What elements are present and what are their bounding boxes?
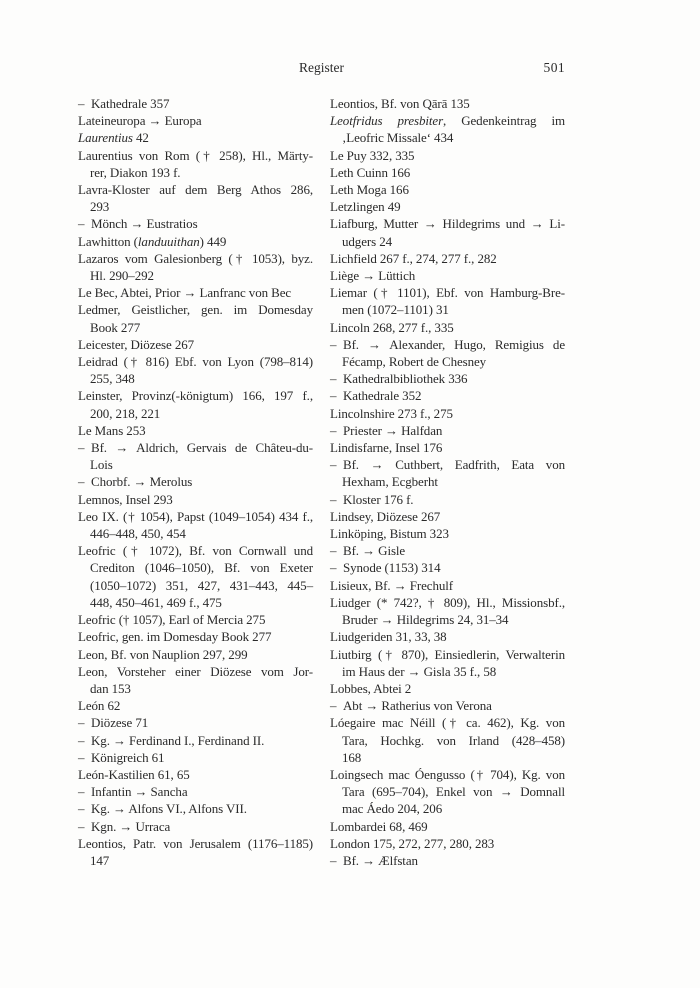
text-segment: Kathedralbibliothek 336	[343, 371, 468, 387]
entry-line	[78, 456, 313, 473]
entry-line	[78, 112, 313, 129]
text-segment: im Haus der → Gisla 35 f., 58	[342, 663, 497, 679]
text-segment: Lavra-Kloster auf dem Berg Athos 286,	[78, 182, 313, 198]
entry-line	[78, 611, 313, 628]
index-entry	[330, 95, 565, 112]
entry-line	[78, 147, 313, 164]
subentry-dash: –	[330, 560, 337, 576]
entry-line	[330, 818, 565, 835]
subentry-dash: –	[78, 732, 85, 748]
text-segment: 200, 218, 221	[90, 405, 161, 421]
index-entry	[78, 284, 313, 301]
text-segment: 168	[342, 749, 362, 765]
text-segment: Lawhitton (	[78, 233, 138, 249]
index-entry	[330, 319, 565, 336]
entry-line	[78, 559, 313, 576]
entry-line	[330, 749, 565, 766]
text-segment: Lemnos, Insel 293	[78, 491, 173, 507]
entry-line	[78, 818, 313, 835]
entry-line	[78, 732, 313, 749]
entry-line	[330, 301, 565, 318]
index-entry	[330, 577, 565, 594]
index-entry	[78, 491, 313, 508]
text-segment: Tara, Hochkg. von Irland (428–458)	[342, 732, 565, 748]
index-entry	[78, 697, 313, 714]
index-column-left	[78, 95, 313, 869]
text-segment: Bf. → Alexander, Hugo, Remigius de	[343, 336, 565, 352]
text-segment: Le Bec, Abtei, Prior → Lanfranc von Bec	[78, 285, 292, 301]
text-segment: Kg. → Alfons VI., Alfons VII.	[91, 801, 247, 817]
entry-line	[330, 732, 565, 749]
text-segment: Crediton (1046–1050), Bf. von Exeter	[90, 560, 313, 576]
text-segment: dan 153	[90, 680, 131, 696]
text-segment: Lateineuropa → Europa	[78, 113, 202, 129]
entry-line	[330, 473, 565, 490]
entry-line	[330, 112, 565, 129]
index-entry	[330, 112, 565, 146]
text-segment: Kathedrale 357	[91, 96, 170, 111]
entry-line	[78, 336, 313, 353]
subentry-dash: –	[78, 818, 85, 834]
text-segment: Leinster, Provinz(-königtum) 166, 197 f.,	[78, 388, 313, 404]
index-entry	[330, 181, 565, 198]
index-subentry	[78, 473, 313, 490]
page-header	[78, 60, 565, 78]
text-segment: Lois	[90, 457, 113, 473]
text-segment: Laurentius von Rom († 258), Hl., Märty-	[78, 147, 313, 163]
entry-line	[78, 749, 313, 766]
index-entry	[330, 525, 565, 542]
index-entry	[78, 387, 313, 421]
index-entry	[78, 353, 313, 387]
entry-line	[78, 646, 313, 663]
subentry-dash: –	[330, 543, 337, 559]
entry-line	[330, 852, 565, 869]
subentry-dash: –	[330, 698, 337, 714]
text-segment: Le Puy 332, 335	[330, 147, 415, 163]
entry-line	[78, 353, 313, 370]
text-segment: Priester → Halfdan	[343, 422, 443, 438]
index-subentry	[78, 749, 313, 766]
text-segment: Letzlingen 49	[330, 199, 401, 215]
entry-line	[330, 628, 565, 645]
entry-line	[330, 233, 565, 250]
text-segment: (1050–1072) 351, 427, 431–443, 445–	[90, 577, 313, 593]
subentry-dash: –	[330, 491, 337, 507]
text-segment: Lóegaire mac Néill († ca. 462), Kg. von	[330, 715, 565, 731]
entry-line	[78, 129, 313, 146]
text-segment: Tara (695–704), Enkel von → Domnall	[342, 784, 565, 800]
entry-line	[78, 525, 313, 542]
subentry-dash: –	[330, 422, 337, 438]
index-entry	[78, 250, 313, 284]
index-entry	[78, 129, 313, 146]
text-segment: 147	[90, 852, 110, 868]
entry-line	[330, 129, 565, 146]
entry-line	[330, 680, 565, 697]
entry-line	[330, 559, 565, 576]
text-segment: Leo IX. († 1054), Papst (1049–1054) 434 f.,	[78, 508, 313, 524]
index-entry	[78, 646, 313, 663]
text-segment: Leth Moga 166	[330, 182, 409, 198]
text-segment: Leon, Vorsteher einer Diözese vom Jor-	[78, 663, 313, 679]
subentry-dash: –	[78, 801, 85, 817]
entry-line	[78, 628, 313, 645]
entry-line	[78, 198, 313, 215]
index-entry	[330, 284, 565, 318]
index-subentry	[330, 559, 565, 576]
index-column-right	[330, 95, 565, 869]
entry-line	[330, 663, 565, 680]
index-entry	[78, 147, 313, 181]
text-segment: Leth Cuinn 166	[330, 164, 411, 180]
entry-line	[330, 336, 565, 353]
entry-line	[330, 181, 565, 198]
entry-line	[330, 542, 565, 559]
text-segment: León 62	[78, 698, 121, 714]
index-subentry	[78, 783, 313, 800]
entry-line	[78, 542, 313, 559]
index-entry	[78, 766, 313, 783]
index-subentry	[330, 387, 565, 404]
text-segment: Leidrad († 816) Ebf. von Lyon (798–814)	[78, 354, 313, 370]
entry-line	[330, 714, 565, 731]
index-subentry	[78, 215, 313, 232]
text-segment: Leontios, Bf. von Qārā 135	[330, 96, 470, 111]
entry-line	[78, 835, 313, 852]
text-segment: Lombardei 68, 469	[330, 818, 428, 834]
index-entry	[330, 594, 565, 628]
text-segment: Abt → Ratherius von Verona	[343, 698, 492, 714]
index-entry	[330, 714, 565, 766]
entry-line	[78, 473, 313, 490]
text-segment: men (1072–1101) 31	[342, 302, 449, 318]
text-segment: Leofric († 1057), Earl of Mercia 275	[78, 612, 266, 628]
text-segment: Kgn. → Urraca	[91, 818, 171, 834]
text-segment: Leofric († 1072), Bf. von Cornwall und	[78, 543, 313, 559]
entry-line	[330, 508, 565, 525]
entry-line	[78, 577, 313, 594]
text-segment: Lobbes, Abtei 2	[330, 680, 412, 696]
entry-line	[330, 319, 565, 336]
subentry-dash: –	[78, 474, 85, 490]
text-segment: Lisieux, Bf. → Frechulf	[330, 577, 453, 593]
index-entry	[330, 508, 565, 525]
entry-line	[330, 353, 565, 370]
entry-line	[78, 800, 313, 817]
text-segment: Leon, Bf. von Nauplion 297, 299	[78, 646, 248, 662]
entry-line	[330, 250, 565, 267]
entry-line	[330, 835, 565, 852]
text-segment: Leontios, Patr. von Jerusalem (1176–1185)	[78, 835, 313, 851]
entry-line	[78, 697, 313, 714]
index-entry	[78, 508, 313, 542]
entry-line	[78, 594, 313, 611]
text-segment: Lindsey, Diözese 267	[330, 508, 441, 524]
index-columns	[78, 95, 565, 869]
entry-line	[78, 319, 313, 336]
text-segment: Infantin → Sancha	[91, 784, 188, 800]
text-segment: Lincolnshire 273 f., 275	[330, 405, 453, 421]
index-subentry	[330, 697, 565, 714]
text-segment: Diözese 71	[91, 715, 149, 731]
text-segment: Ledmer, Geistlicher, gen. im Domesday	[78, 302, 313, 318]
text-segment: Bf. → Gisle	[343, 543, 406, 559]
text-segment: mac Áedo 204, 206	[342, 801, 443, 817]
entry-line	[78, 405, 313, 422]
text-segment: Kathedrale 352	[343, 388, 422, 404]
italic-text: landuuithan	[137, 233, 200, 249]
entry-line	[330, 215, 565, 232]
text-segment: Synode (1153) 314	[343, 560, 441, 576]
entry-line	[78, 508, 313, 525]
entry-line	[78, 783, 313, 800]
index-entry	[330, 766, 565, 818]
index-subentry	[78, 714, 313, 731]
page-number: 501	[543, 60, 565, 75]
entry-line	[330, 387, 565, 404]
index-entry	[78, 181, 313, 215]
text-segment: Liudger (* 742?, † 809), Hl., Missionsbf.,	[330, 594, 565, 610]
entry-line	[330, 147, 565, 164]
subentry-dash: –	[330, 852, 337, 868]
index-entry	[330, 147, 565, 164]
entry-line	[78, 663, 313, 680]
subentry-dash: –	[330, 388, 337, 404]
text-segment: 255, 348	[90, 371, 135, 387]
text-segment: ‚Leofric Missale‘ 434	[342, 130, 454, 146]
entry-line	[78, 370, 313, 387]
index-subentry	[330, 491, 565, 508]
subentry-dash: –	[330, 336, 337, 352]
entry-line	[330, 405, 565, 422]
entry-line	[330, 800, 565, 817]
index-entry	[330, 405, 565, 422]
text-segment: Lindisfarne, Insel 176	[330, 440, 443, 456]
text-segment: Chorbf. → Merolus	[91, 474, 193, 490]
index-entry	[330, 250, 565, 267]
entry-line	[78, 181, 313, 198]
text-segment: Le Mans 253	[78, 422, 146, 438]
subentry-dash: –	[78, 715, 85, 731]
entry-line	[330, 783, 565, 800]
entry-line	[330, 198, 565, 215]
index-entry	[78, 611, 313, 628]
entry-line	[78, 387, 313, 404]
text-segment: Liutbirg († 870), Einsiedlerin, Verwalterin	[330, 646, 565, 662]
entry-line	[330, 525, 565, 542]
text-segment: Bf. → Cuthbert, Eadfrith, Eata von	[343, 457, 565, 473]
text-segment: Linköping, Bistum 323	[330, 526, 449, 542]
entry-line	[78, 267, 313, 284]
index-subentry	[78, 732, 313, 749]
text-segment: Leofric, gen. im Domesday Book 277	[78, 629, 272, 645]
subentry-dash: –	[330, 371, 337, 387]
index-subentry	[330, 370, 565, 387]
index-subentry	[330, 336, 565, 370]
subentry-dash: –	[330, 457, 337, 473]
text-segment: Kg. → Ferdinand I., Ferdinand II.	[91, 732, 265, 748]
entry-line	[78, 852, 313, 869]
index-entry	[78, 628, 313, 645]
entry-line	[78, 422, 313, 439]
index-entry	[330, 439, 565, 456]
subentry-dash: –	[78, 749, 85, 765]
entry-line	[78, 164, 313, 181]
entry-line	[78, 95, 313, 112]
entry-line	[330, 95, 565, 112]
index-entry	[78, 542, 313, 611]
text-segment: Mönch → Eustratios	[91, 216, 198, 232]
entry-line	[330, 370, 565, 387]
entry-line	[330, 611, 565, 628]
index-entry	[330, 818, 565, 835]
index-entry	[78, 336, 313, 353]
entry-line	[330, 456, 565, 473]
entry-line	[78, 284, 313, 301]
text-segment: Leicester, Diözese 267	[78, 336, 195, 352]
entry-line	[78, 301, 313, 318]
entry-line	[330, 594, 565, 611]
index-entry	[78, 835, 313, 869]
text-segment: Kloster 176 f.	[343, 491, 414, 507]
text-segment: Hl. 290–292	[90, 268, 154, 284]
entry-line	[330, 267, 565, 284]
index-entry	[78, 663, 313, 697]
index-subentry	[330, 852, 565, 869]
text-segment: 448, 450–461, 469 f., 475	[90, 594, 222, 610]
entry-line	[78, 714, 313, 731]
index-subentry	[78, 818, 313, 835]
text-segment: Lincoln 268, 277 f., 335	[330, 319, 454, 335]
text-segment: Königreich 61	[91, 749, 165, 765]
index-subentry	[78, 800, 313, 817]
text-segment: Liemar († 1101), Ebf. von Hamburg-Bre-	[330, 285, 565, 301]
entry-line	[78, 215, 313, 232]
subentry-dash: –	[78, 216, 85, 232]
index-entry	[78, 422, 313, 439]
index-entry	[330, 680, 565, 697]
entry-line	[330, 164, 565, 181]
subentry-dash: –	[78, 784, 85, 800]
index-subentry	[330, 542, 565, 559]
text-segment: 446–448, 450, 454	[90, 526, 186, 542]
index-entry	[330, 628, 565, 645]
entry-line	[78, 233, 313, 250]
text-segment: Hexham, Ecgberht	[342, 474, 438, 490]
text-segment: 42	[132, 130, 149, 146]
entry-line	[78, 250, 313, 267]
italic-text: Laurentius	[78, 130, 133, 146]
index-subentry	[330, 422, 565, 439]
text-segment: Book 277	[90, 319, 141, 335]
index-entry	[330, 215, 565, 249]
text-segment: London 175, 272, 277, 280, 283	[330, 835, 495, 851]
index-entry	[330, 164, 565, 181]
text-segment: , Gedenkeintrag im	[443, 113, 565, 129]
text-segment: ) 449	[199, 233, 227, 249]
text-segment: Bf. → Ælfstan	[343, 852, 418, 868]
entry-line	[78, 680, 313, 697]
text-segment: rer, Diakon 193 f.	[90, 164, 181, 180]
text-segment: Liège → Lüttich	[330, 268, 416, 284]
subentry-dash: –	[78, 440, 85, 456]
text-segment: Bruder → Hildegrims 24, 31–34	[342, 612, 509, 628]
text-segment: 293	[90, 199, 110, 215]
text-segment: Lazaros vom Galesionberg († 1053), byz.	[78, 250, 313, 266]
text-segment: Fécamp, Robert de Chesney	[342, 354, 487, 370]
subentry-dash: –	[78, 96, 85, 111]
text-segment: udgers 24	[342, 233, 393, 249]
index-entry	[78, 301, 313, 335]
text-segment: Liafburg, Mutter → Hildegrims und → Li-	[330, 216, 565, 232]
italic-text: Leotfridus presbiter	[330, 113, 444, 129]
entry-line	[78, 491, 313, 508]
entry-line	[330, 577, 565, 594]
index-entry	[330, 646, 565, 680]
text-segment: Lichfield 267 f., 274, 277 f., 282	[330, 250, 497, 266]
text-segment: Loingsech mac Óengusso († 704), Kg. von	[330, 766, 565, 782]
text-segment: Liudgeriden 31, 33, 38	[330, 629, 447, 645]
text-segment: León-Kastilien 61, 65	[78, 766, 190, 782]
entry-line	[330, 439, 565, 456]
entry-line	[78, 766, 313, 783]
index-subentry	[78, 95, 313, 112]
entry-line	[330, 422, 565, 439]
running-title: Register	[299, 60, 344, 75]
index-entry	[330, 267, 565, 284]
index-entry	[78, 112, 313, 129]
entry-line	[330, 646, 565, 663]
entry-line	[78, 439, 313, 456]
index-subentry	[330, 456, 565, 490]
entry-line	[330, 697, 565, 714]
entry-line	[330, 491, 565, 508]
index-entry	[330, 835, 565, 852]
entry-line	[330, 284, 565, 301]
index-subentry	[78, 439, 313, 473]
entry-line	[330, 766, 565, 783]
text-segment: Bf. → Aldrich, Gervais de Châteu-du-	[91, 440, 313, 456]
index-entry	[330, 198, 565, 215]
index-entry	[78, 233, 313, 250]
